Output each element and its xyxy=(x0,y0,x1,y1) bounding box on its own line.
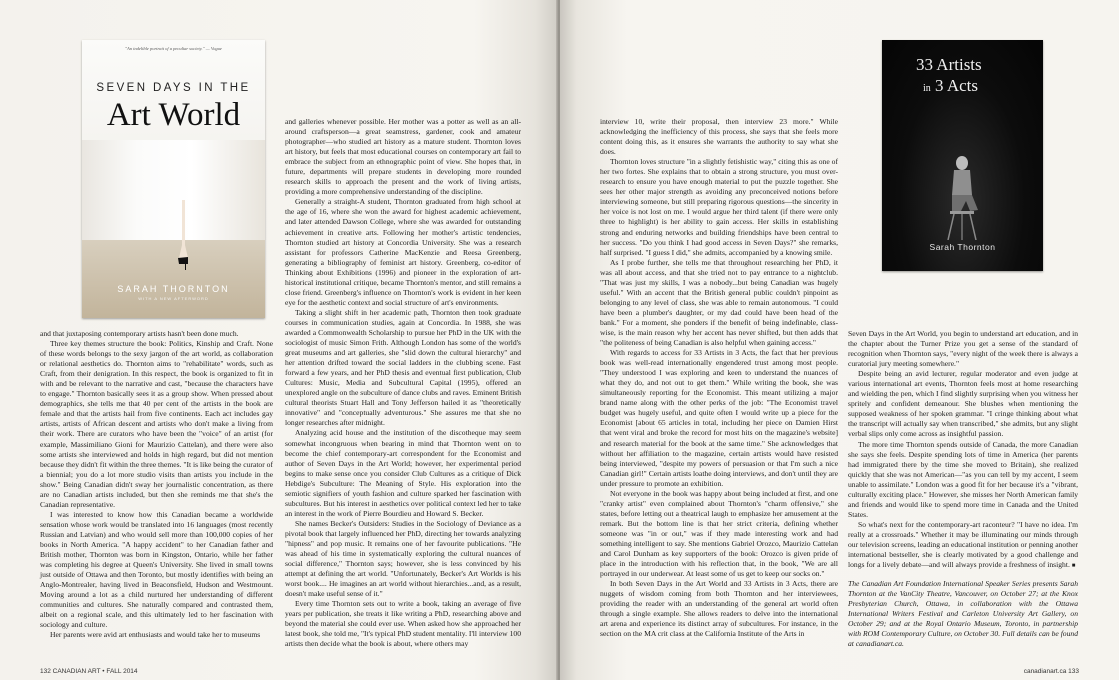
paragraph xyxy=(848,520,1078,571)
cover-title-in: in xyxy=(923,83,931,94)
paragraph: Taking a slight shift in her academic path, Thornton then took graduate courses in communication studies, again at Concordia. In 1988, she was awarded a Commonwealth Scholarship to pursue her PhD in the UK with the sociologist of music Simon Frith. Although London has some of the world's great museums and art galleries, she "slid down the cultural hierarchy" and her attention drifted toward the social ladders in the clubbing scene. Fast forward a few years, and her PhD thesis and eventual first publication, Club Cultures: Music, Media and Subcultural Capital (1995), offered an unexplored angle on the subculture of dance clubs and raves. Eminent British cultural theorists Stuart Hall and Tony Jefferson hailed it as "theoretically innovative" and "conceptually adventurous." She assures me that she no longer researches after midnight. xyxy=(285,307,521,428)
cover-author: SARAH THORNTON xyxy=(117,284,230,294)
left-column-2 xyxy=(285,117,521,649)
cover-subtitle: WITH A NEW AFTERWORD xyxy=(138,296,209,301)
paragraph: Thornton loves structure "in a slightly fetishistic way," citing this as one of her two fortes. She explains that to obtain a strong structure, you must over-research to ensure you have enough material to put the puzzle together. She sees her other major strength as avoiding any preconceived notions before interviewing someone, but still preparing rigorous questions—the sincerity in her voice is not lost on me. I would argue her third talent (if there were only three to highlight) is her ability to gain access. Her skills in establishing strong and enduring networks and building friendships have been central to her success. "Do you think I had good access in Seven Days?" she remarks, half surprised. "I guess I did," she admits, accompanied by a knowing smile. xyxy=(600,157,838,257)
cover-praise: "An indelible portrait of a peculiar society." — Vogue xyxy=(125,46,222,51)
paragraph: Every time Thornton sets out to write a book, taking an average of five years per publication, she treats it like writing a PhD, researching above and beyond the material she could ever use. When asked how she approached her latest book, she told me, "It's typical PhD student mentality. I'll interview 100 artists then decide what the book is about, where others may xyxy=(285,599,521,649)
cover-title-main: Art World xyxy=(106,97,241,133)
paragraph: The more time Thornton spends outside of Canada, the more Canadian she says she feels. Despite spending lots of time in America (her parents had immigrated there by the time she moved to Britain), she realized quickly that she was not American—"as you can tell by my accent, I seem unable to assimilate." London was a good fit for her because it's a "vibrant, culturally exciting place." However, she misses her North American family and friends and would like to spend more time in Canada and the United States. xyxy=(848,439,1078,519)
high-heel-leg-illustration xyxy=(177,200,189,270)
paragraph: Not everyone in the book was happy about being included at first, and one "cranky artist" even complained about Thornton's "charm offensive," she states, before letting out a theatrical laugh to emphasize her amusement at the remark. But the bottom line is that her strict criteria, defining whether someone was "in or out," was if they made interesting work and had something intelligent to say. She mentions Gabriel Orozco, Maurizio Cattelan and Carol Dunham as key supporters of the book: Orozco is given pride of place in the introduction with his reflection that, in the book, "We are all portrayed in our underwear. At least some of us get to keep our socks on." xyxy=(600,488,838,579)
paragraph: and galleries whenever possible. Her mother was a potter as well as an all-around craftsperson—a great seamstress, gardener, cook and amateur photographer—who studied art history as a mature student. Thornton loves art history, but feels that most educational courses on contemporary art fail to embrace the subject from an ethnographic point of view. She hopes that, in future, departments will prepare students in developing more rounded research skills to approach the present and the work of living artists, providing a more comprehensive understanding of the discipline. xyxy=(285,117,521,197)
paragraph: In both Seven Days in the Art World and 33 Artists in 3 Acts, there are nuggets of wisdom coming from both Thornton and her interviewees, providing the reader with an understanding of the general art world often through a single example. She allows readers to delve into the international art arena and experience its distinct array of subcultures. For instance, in the section on the MA crit class at the California Institute of the Arts in xyxy=(600,579,838,639)
right-column-1 xyxy=(600,117,838,639)
right-column-2 xyxy=(848,329,1078,649)
paragraph: Her parents were avid art enthusiasts and would take her to museums xyxy=(50,630,261,640)
closing-paragraph-text: So what's next for the contemporary-art raconteur? "I have no idea. I'm really at a crossroads." Whether it may be illuminating our minds through our television screens, leading an educational institution or penning another international bestseller, she is clearly motivated by a good challenge and longs for a lively debate—and will always provide a freshness of insight. xyxy=(848,519,1078,570)
stool-figure-illustration xyxy=(932,155,992,240)
paragraph: She names Becker's Outsiders: Studies in the Sociology of Deviance as a pivotal book that largely influenced her PhD, directing her towards analyzing "hipness" and pop music. It remains one of her favourite publications. "He was ahead of his time in systematically exploring the cultural nuances of social difference," Thornton says; however, she is less convinced by his attempt at defining the art world. "Unfortunately, Becker's Art Worlds is his worst book.... He imagines an art world without hierarchies...and, as a result, doesn't make useful sense of it." xyxy=(285,518,521,599)
folio-left: 132 CANADIAN ART • FALL 2014 xyxy=(40,668,138,675)
33-artists-book-cover xyxy=(882,40,1043,271)
paragraph: Three key themes structure the book: Politics, Kinship and Craft. None of these words belongs to the sexy jargon of the art world, as collaboration or relational aesthetics do. Thornton aims to "rehabilitate" words, such as Craft, from their denigration. In this respect, the book is organized to fit in with and be relevant to the narrative and cast, "because the characters have to engage." Thornton basically sees it as a group show. When pressed about demographics, she tells me that 40 per cent of the artists in the book are female and that the artists hail from five continents. Each act includes gay artists, artists of African descent and artists who don't make a living from their work. There are curators who have been the "voice" of an artist (for example, Massimiliano Gioni for Maurizio Cattelan), and there were also some artists she interviewed and holds in high regard, but did not mention because they didn't fit within the three themes. "It is like being the curator of a biennial; you do a lot more studio visits than artists you include in the show." Being Canadian didn't sway her journalistic concentration, as there are no Canadian artists included, but then she reminds me that she's the Canadian representative. xyxy=(40,339,273,509)
event-credit: The Canadian Art Foundation International Speaker Series presents Sarah Thornton at the VanCity Theatre, Vancouver, on October 27; at the Knox Presbyterian Church, Ottawa, in collaboration with the Ottawa International Writers Festival and Carleton University Art Gallery, on October 29; and at the Royal Ontario Museum, Toronto, in partnership with ROM Contemporary Culture, on October 30. Full details can be found at canadianart.ca. xyxy=(848,579,1078,649)
left-column-1 xyxy=(40,329,273,640)
seven-days-book-cover xyxy=(82,40,265,318)
paragraph: and that juxtaposing contemporary artists hasn't been done much. xyxy=(40,329,239,338)
cover-title-top: SEVEN DAYS IN THE xyxy=(96,82,251,94)
paragraph: Generally a straight-A student, Thornton graduated from high school at the age of 16, where she won the award for highest academic achievement, and later attended Dawson College, where she was awarded for outstanding achievement in creative arts. Following her mother's artistic tendencies, Thornton studied art history at Concordia University. She was a research assistant for professors Catherine MacKenzie and Reesa Greenberg, generating a bibliography of feminist art history. Greenberg, co-editor of Thinking about Exhibitions (1996) and pioneer in the exploration of art-historical institutional critique, became Thornton's mentor, and still remains a close friend. Greenberg's influence on Thornton's work is evident in her keen eye for the aesthetic context and social structure of art's environments. xyxy=(285,197,521,307)
paragraph: Despite being an avid lecturer, regular moderator and even judge at various international art events, Thornton feels most at home researching and wielding the pen, which I find slightly surprising when you witness her spritely and confident demeanour. She blushes when mentioning the supposed weakness of her spoken grammar. "I cringe thinking about what the transcript will actually say when transcribed," she admits, but any slight verbal slips only come across as insightful passion. xyxy=(848,369,1078,439)
paragraph: With regards to access for 33 Artists in 3 Acts, the fact that her previous book was well-read internationally engendered trust among most people. "They understood I was exploring and keen to understand the nuances of what they do, and not out to get them." While writing the book, she was simultaneously reporting for the Economist. This meant utilizing a major brand name along with the other perks of the job: "The Economist travel budget was hugely useful, and quite often I would write up a piece for the Economist [about 65 articles in total, including her piece on Damien Hirst that went viral and broke the record for most hits on the magazine's website] and research material for the book at the same time." She acknowledges that without her affiliation to the magazine, certain artists would have resisted being interviewed, "despite my powers of persuasion or that I'm such a nice Canadian girl!" Certain artists loathe doing interviews, and don't until they are under pressure to promote an exhibition. xyxy=(600,348,838,488)
paragraph: As I probe further, she tells me that throughout researching her PhD, it was all about access, and that she tried not to pay entrance to a nightclub. "That was just my skills, I was a nobody...but being Canadian was hugely useful." With an accent that the British general public couldn't pinpoint as belonging to any level of class, she was able to remain autonomous. "I could have been a plumber's daughter, or my dad could have been head of the bank." For a moment, she ponders if the benefit of being indefinable, class-wise, is the main reason why her accent has never shifted, but then adds that "the politeness of being Canadian is also helpful when gaining access." xyxy=(600,257,838,348)
cover-title-line-1: 33 Artists xyxy=(916,55,982,74)
paragraph: Analyzing acid house and the institution of the discotheque may seem somewhat incongruous when bearing in mind that Thornton went on to become the chief contemporary-art correspondent for the Economist and author of Seven Days in the Art World; however, her experimental period begins to make sense once you consider Club Cultures as a critique of Dick Hebdige's Subculture: The Meaning of Style. His exploration into the semiotic signifiers of youth fashion and culture sparked her fascination with subcultures. But his interest in aesthetics over political context led her to take an interest in the work of Pierre Bourdieu and Howard S. Becker. xyxy=(285,428,521,518)
paragraph: I was interested to know how this Canadian became a worldwide sensation whose work would be translated into 16 languages (most recently Russian and Latvian) and who would sell more than 100,000 copies of her books in North America. "A happy accident" to her Canadian father and British mother, Thornton was born in Kingston, Ontario, while her father was completing his degree at Queen's University. She lived in small towns just outside of Ottawa and then Toronto, but mostly identifies with being an Anglo-Montrealer, having lived in Beaconsfield, Hudson and Westmount. Moving around a lot as a child nurtured her understanding of different communities and cultures. She naturally compared and contrasted them, albeit on a regional scale, and this ultimately led to her fascination with sociology and culture. xyxy=(40,509,273,630)
left-page xyxy=(0,0,558,680)
folio-right: canadianart.ca 133 xyxy=(1023,668,1079,675)
cover-title-line-2: 3 Acts xyxy=(935,76,979,95)
paragraph: Seven Days in the Art World, you begin to understand art education, and in the chapter about the Turner Prize you get a sense of the standard of recognition when Thornton says, "every night of the week there is always a curatorial jury meeting somewhere." xyxy=(848,329,1078,369)
end-mark-icon: ■ xyxy=(1071,563,1076,570)
cover-author: Sarah Thornton xyxy=(929,242,996,252)
paragraph: interview 10, write their proposal, then interview 23 more." While acknowledging the inefficiency of this process, she says that she feels more content doing this, as it ensures she warrants the authority to say what she does. xyxy=(600,117,838,157)
